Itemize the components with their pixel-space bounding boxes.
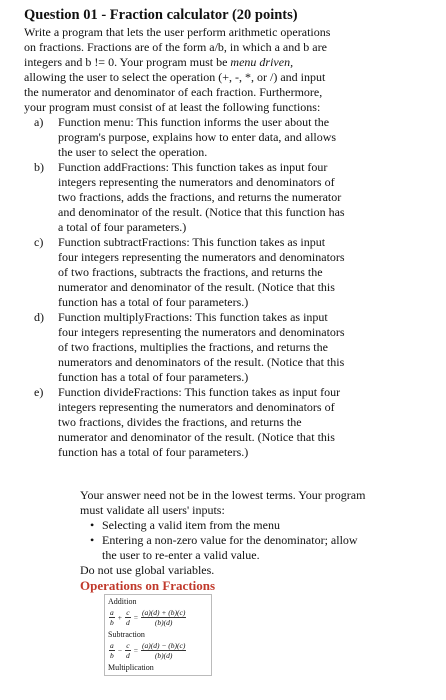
- fraction-a-b: [109, 641, 115, 660]
- item-line: Function addFractions: This function takes as input four: [58, 160, 328, 174]
- intro-line: your program must consist of at least the following functions:: [24, 100, 321, 114]
- bullet-text: Entering a non-zero value for the denominator; allow: [102, 533, 358, 547]
- validation-item: [90, 518, 436, 533]
- note-line: must validate all users' inputs:: [80, 503, 225, 517]
- validation-list: [24, 518, 436, 563]
- intro-line: the numerator and denominator of each fraction. Furthermore,: [24, 85, 323, 99]
- numerator: a: [110, 641, 114, 650]
- globals-note: Do not use global variables.: [80, 563, 215, 577]
- item-line: of two fractions, multiplies the fractions, and returns the: [58, 340, 328, 354]
- item-line: function has a total of four parameters.): [58, 445, 249, 459]
- item-line: the user to select the operation.: [58, 145, 208, 159]
- item-label: d): [34, 310, 44, 324]
- intro-line: allowing the user to select the operation (+, -, *, or /) and input: [24, 70, 326, 84]
- addition-formula: [108, 608, 208, 627]
- item-line: function has a total of four parameters.): [58, 370, 249, 384]
- menu-driven-emphasis: menu driven,: [230, 55, 294, 69]
- item-label: e): [34, 385, 44, 399]
- item-label: b): [34, 160, 44, 174]
- denominator: (b)(d): [154, 618, 173, 627]
- function-item-d: [34, 310, 436, 385]
- fraction-a-b: [109, 608, 115, 627]
- intro-text: integers and b != 0. Your program must be: [24, 55, 231, 69]
- item-line: Function divideFractions: This function takes as input four: [58, 385, 341, 399]
- intro-line: Write a program that lets the user perform arithmetic operations: [24, 25, 331, 39]
- item-line: Function multiplyFractions: This function takes as input: [58, 310, 328, 324]
- numerator: (a)(d) + (b)(c): [141, 608, 186, 617]
- function-list: [24, 115, 436, 460]
- denominator: d: [125, 651, 130, 660]
- item-line: a total of four parameters.): [58, 220, 187, 234]
- item-line: integers representing the numerators and denominators of: [58, 400, 335, 414]
- plus-sign: +: [117, 613, 122, 622]
- operations-title: Operations on Fractions: [80, 578, 216, 593]
- item-line: two fractions, adds the fractions, and returns the numerator: [58, 190, 342, 204]
- result-fraction: [141, 641, 186, 660]
- intro-line: on fractions. Fractions are of the form a/b, in which a and b are: [24, 40, 327, 54]
- intro-line: [24, 55, 436, 70]
- spacer: [24, 460, 436, 488]
- numerator: a: [110, 608, 114, 617]
- function-item-b: [34, 160, 436, 235]
- item-line: integers representing the numerators and denominators of: [58, 175, 335, 189]
- subtraction-formula: [108, 641, 208, 660]
- item-line: function has a total of four parameters.): [58, 295, 249, 309]
- bullet-text: the user to re-enter a valid value.: [102, 548, 260, 562]
- numerator: c: [126, 641, 130, 650]
- result-fraction: [141, 608, 186, 627]
- item-line: numerator and denominator of the result. (Notice that this: [58, 430, 335, 444]
- fraction-c-d: [125, 608, 131, 627]
- numerator: c: [126, 608, 130, 617]
- item-line: of two fractions, subtracts the fractions, and returns the: [58, 265, 323, 279]
- bullet-text: Selecting a valid item from the menu: [102, 518, 280, 532]
- function-item-a: [34, 115, 436, 160]
- item-line: program's purpose, explains how to enter data, and allows: [58, 130, 337, 144]
- equals-sign: =: [133, 646, 138, 655]
- item-line: two fractions, divides the fractions, and returns the: [58, 415, 302, 429]
- fraction-c-d: [125, 641, 131, 660]
- denominator: d: [125, 618, 130, 627]
- intro-paragraph: [24, 25, 436, 115]
- question-title: Question 01 - Fraction calculator (20 points): [24, 7, 298, 23]
- addition-label: Addition: [108, 597, 137, 606]
- item-line: numerator and denominator of the result. (Notice that this: [58, 280, 335, 294]
- minus-sign: −: [117, 646, 122, 655]
- item-line: Function menu: This function informs the user about the: [58, 115, 330, 129]
- item-line: Function subtractFractions: This function takes as input: [58, 235, 326, 249]
- equals-sign: =: [133, 613, 138, 622]
- item-line: numerators and denominators of the result. (Notice that this: [58, 355, 345, 369]
- note-line: Your answer need not be in the lowest terms. Your program: [80, 488, 366, 502]
- item-line: four integers representing the numerators and denominators: [58, 325, 345, 339]
- operations-figure: [104, 594, 212, 676]
- denominator: (b)(d): [154, 651, 173, 660]
- item-label: a): [34, 115, 44, 129]
- function-item-e: [34, 385, 436, 460]
- numerator: (a)(d) − (b)(c): [141, 641, 186, 650]
- item-label: c): [34, 235, 44, 249]
- validation-item: [90, 533, 436, 563]
- subtraction-label: Subtraction: [108, 630, 145, 639]
- item-line: and denominator of the result. (Notice that this function has: [58, 205, 345, 219]
- item-line: four integers representing the numerators and denominators: [58, 250, 345, 264]
- denominator: b: [110, 618, 114, 627]
- function-item-c: [34, 235, 436, 310]
- answer-note: [24, 488, 436, 518]
- bullet-icon: •: [90, 518, 95, 532]
- bullet-icon: •: [90, 533, 95, 547]
- multiplication-label: Multiplication: [108, 663, 154, 672]
- denominator: b: [110, 651, 114, 660]
